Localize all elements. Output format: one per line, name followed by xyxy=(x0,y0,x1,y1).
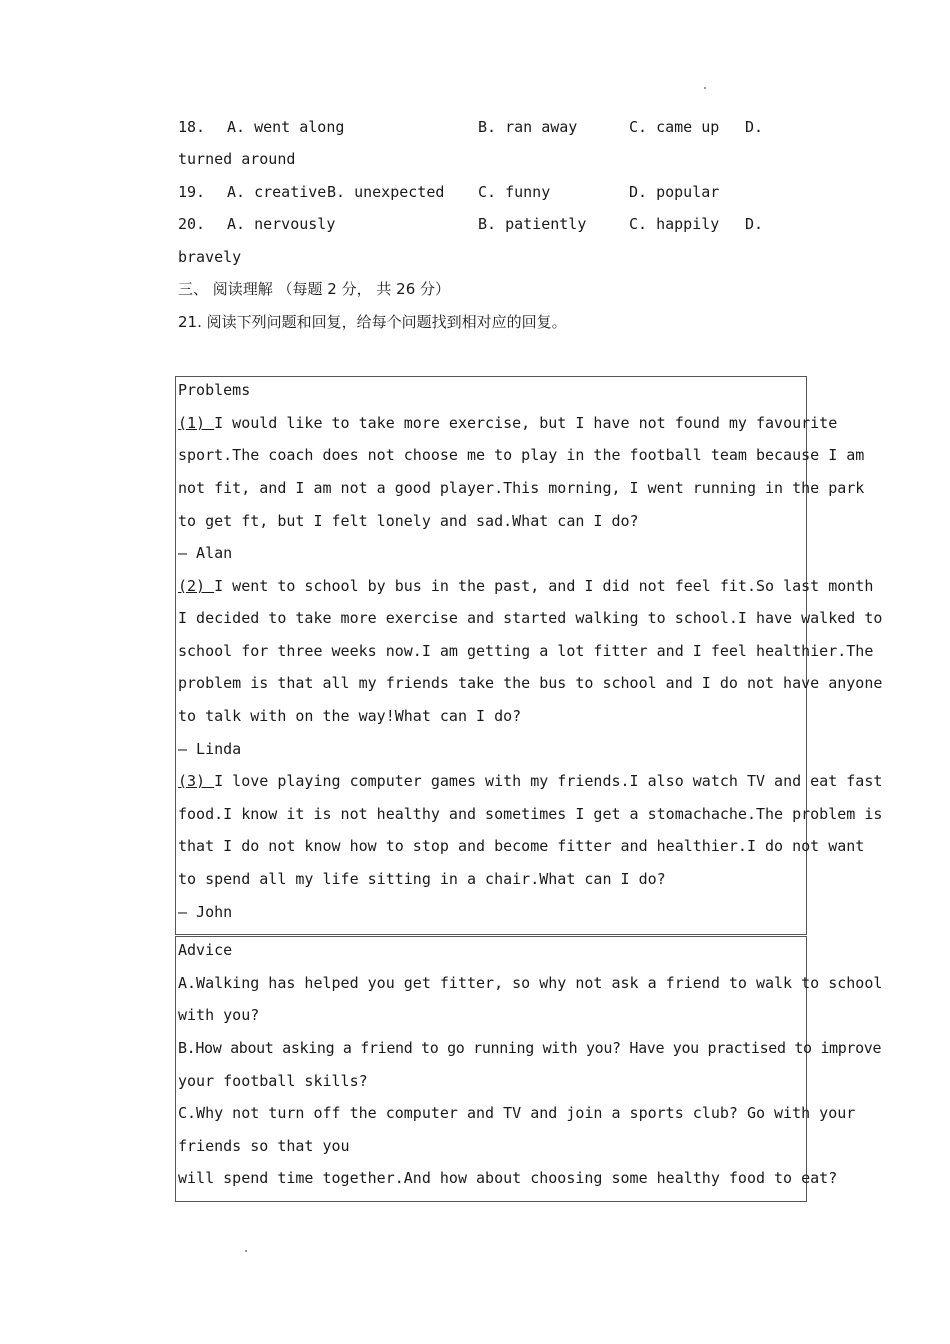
advice-a-line-1: A.Walking has helped you get fitter, so why not ask a friend to walk to school xyxy=(178,974,883,992)
q19-option-c: C. funny xyxy=(478,183,551,201)
problem-3-line-3: that I do not know how to stop and become fitter and healthier.I do not want xyxy=(178,837,865,855)
problem-3-author: — John xyxy=(178,903,233,921)
q20-option-d-letter: D. xyxy=(745,215,764,233)
problem-2-label: (2) xyxy=(178,577,215,595)
q18-option-c: C. came up xyxy=(629,118,720,136)
problem-1-label: (1) xyxy=(178,414,215,432)
section-heading: 三、 阅读理解 （每题 2 分， 共 26 分） xyxy=(178,280,451,298)
problem-1-line-3: not fit, and I am not a good player.This morning, I went running in the park xyxy=(178,479,865,497)
q18-option-d-letter: D. xyxy=(745,118,764,136)
advice-box xyxy=(175,936,883,1202)
problem-3-line-2: food.I know it is not healthy and sometimes I get a stomachache.The problem is xyxy=(178,805,883,823)
advice-b-line-2: your football skills? xyxy=(178,1072,368,1090)
q20-number: 20. xyxy=(178,215,206,233)
problem-2-text: I went to school by bus in the past, and I did not feel fit.So last month xyxy=(214,577,874,595)
problems-box xyxy=(175,376,883,935)
q19-option-a: A. creative xyxy=(227,183,327,201)
q20-option-d-text: bravely xyxy=(178,248,242,266)
q19-option-b: B. unexpected xyxy=(327,183,445,201)
question-21-instruction: 21. 阅读下列问题和回复，给每个问题找到相对应的回复。 xyxy=(178,313,567,331)
problem-2-author: — Linda xyxy=(178,740,242,758)
problem-1-line-1 xyxy=(178,413,838,433)
problem-2-line-5: to talk with on the way!What can I do? xyxy=(178,707,522,725)
bottom-dot-mark xyxy=(245,1250,247,1252)
q20-option-b: B. patiently xyxy=(478,215,587,233)
problem-2-line-4: problem is that all my friends take the bus to school and I do not have anyone xyxy=(178,674,883,692)
q20-option-a: A. nervously xyxy=(227,215,336,233)
problem-1-author: — Alan xyxy=(178,544,233,562)
advice-c-line-1: C.Why not turn off the computer and TV and join a sports club? Go with your xyxy=(178,1104,856,1122)
problem-1-text: I would like to take more exercise, but I have not found my favourite xyxy=(214,414,838,432)
q18-option-d-text: turned around xyxy=(178,150,296,168)
q18-option-b: B. ran away xyxy=(478,118,578,136)
advice-c-line-3: will spend time together.And how about choosing some healthy food to eat? xyxy=(178,1169,838,1187)
q18-option-a: A. went along xyxy=(227,118,345,136)
advice-b-line-1: B.How about asking a friend to go running with you? Have you practised to improve xyxy=(178,1039,882,1057)
problem-1-line-2: sport.The coach does not choose me to play in the football team because I am xyxy=(178,446,865,464)
q19-number: 19. xyxy=(178,183,206,201)
q18-number: 18. xyxy=(178,118,206,136)
problem-2-line-2: I decided to take more exercise and started walking to school.I have walked to xyxy=(178,609,883,627)
problem-1-line-4: to get ft, but I felt lonely and sad.What can I do? xyxy=(178,512,639,530)
problem-3-label: (3) xyxy=(178,772,215,790)
problem-3-text: I love playing computer games with my friends.I also watch TV and eat fast xyxy=(214,772,883,790)
top-dot-mark xyxy=(704,87,706,89)
problem-3-line-4: to spend all my life sitting in a chair.What can I do? xyxy=(178,870,666,888)
q20-option-c: C. happily xyxy=(629,215,720,233)
advice-title: Advice xyxy=(178,941,233,959)
advice-c-line-2: friends so that you xyxy=(178,1137,350,1155)
problem-2-line-1 xyxy=(178,576,874,596)
problems-title: Problems xyxy=(178,381,251,399)
q19-option-d: D. popular xyxy=(629,183,720,201)
problem-3-line-1 xyxy=(178,771,883,791)
advice-a-line-2: with you? xyxy=(178,1006,260,1024)
problem-2-line-3: school for three weeks now.I am getting a lot fitter and I feel healthier.The xyxy=(178,642,874,660)
